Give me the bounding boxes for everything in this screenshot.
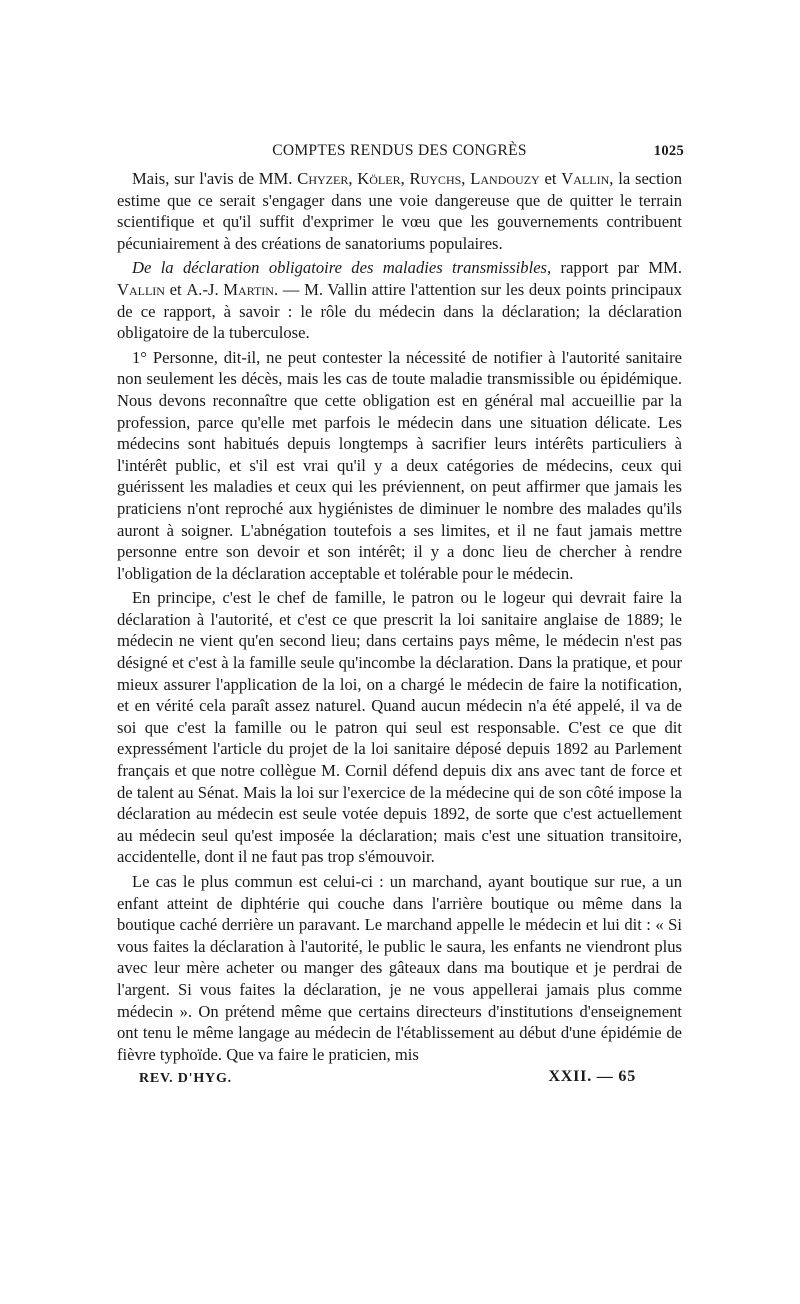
paragraph-principle: En principe, c'est le chef de famille, le patron ou le logeur qui devrait faire la déclaration à l'autorité, et c'est ce que prescrit la loi sanitaire anglaise de 1889; le médecin ne vient qu'en second lieu; dans certains pays même, le médecin n'est pas désigné et c'est à la famille seule qu'incombe la déclaration. Dans la pratique, et pour mieux assurer l'application de la loi, on a chargé le médecin de faire la notification, et en vérité cela paraît assez naturel. Quand aucun médecin n'a été appelé, il va de soi que c'est la famille ou le patron qui seul est responsable. C'est ce que dit expressément l'article du projet de la loi sanitaire déposé depuis 1892 au Parlement français et que notre collègue M. Cornil défend depuis dix ans avec tant de force et de talent au Sénat. Mais la loi sur l'exercice de la médecine qui de son côté impose la déclaration au médecin est seule votée depuis 1892, de sorte que c'est actuellement au médecin seul qu'est imposée la déclaration; mais c'est une situation transitoire, accidentelle, dont il ne faut pas trop s'émouvoir. — [117, 588, 682, 867]
volume-signature: XXII. — 65 — [548, 1068, 636, 1086]
report-title: De la déclaration obligatoire des maladies transmissibles — [132, 258, 548, 278]
author-vallin-2: Vallin — [117, 279, 165, 299]
page-footer — [117, 1069, 682, 1091]
article-body — [117, 168, 682, 1065]
paragraph-notification: 1° Personne, dit-il, ne peut contester la nécessité de notifier à l'autorité sanitaire non seulement les décès, mais les cas de toute maladie transmissible ou épidémique. Nous devons reconnaître que cette obligation est en général mal accueillie par la profession, parce qu'elle met parfois le médecin dans une situation délicate. Les médecins sont habitués depuis longtemps à sacrifier leurs intérêts particuliers à l'intérêt public, et s'il est vrai qu'il y a deux catégories de médecins, ceux qui guérissent les maladies et ceux qui les préviennent, on peut affirmer que jamais les praticiens n'ont reproché aux hygiénistes de diminuer le nombre des malades qu'ils auront à soigner. L'abnégation toutefois a ses limites, et il ne faut jamais mettre personne entre son devoir et son intérêt; il y a donc lieu de chercher à rendre l'obligation de la déclaration acceptable et tolérable pour le médecin. — [117, 347, 682, 583]
author-names: Chyzer, Köler, Ruychs, Landouzy — [297, 169, 540, 188]
paragraph-report-intro: De la déclaration obligatoire des maladies transmissibles, rapport par MM. Vallin et A.-J. Martin. — M. Vallin attire l'attention sur les deux points principaux de ce rapport, à savoir : le rôle du médecin dans la déclaration; la déclaration obligatoire de la tuberculose. — [117, 258, 683, 343]
paragraph-sanatoriums: Mais, sur l'avis de MM. Chyzer, Köler, Ruychs, Landouzy et Vallin, la section estime que ce serait s'engager dans une voie dangereuse que de quitter le terrain scientifique et qu'il suffit d'exprimer le vœu que les gouvernements contribuent pécuniairement à des créations de sanatoriums populaires. — [117, 169, 682, 253]
journal-abbrev: REV. D'HYG. — [139, 1071, 232, 1087]
page-number: 1025 — [653, 143, 684, 159]
journal-page — [117, 142, 682, 1091]
author-vallin: Vallin — [561, 169, 610, 188]
paragraph-common-case: Le cas le plus commun est celui-ci : un marchand, ayant boutique sur rue, a un enfant atteint de diphtérie qui couche dans l'arrière boutique ou même dans la boutique caché derrière un paravant. Le marchand appelle le médecin et lui dit : « Si vous faites la déclaration à l'autorité, le public le saura, les enfants ne viendront plus avec leur mère acheter ou manger des gâteaux dans ma boutique et je perdrai de l'argent. Si vous faites la déclaration, je ne vous appellerai jamais plus comme médecin ». On prétend même que certains directeurs d'institutions d'enseignement ont tenu le même langage au médecin de l'établissement au début d'une épidémie de fièvre typhoïde. Que va faire le praticien, mis — [117, 872, 682, 1064]
author-martin: A.-J. Martin — [186, 279, 274, 299]
page-header — [117, 142, 682, 168]
running-title: COMPTES RENDUS DES CONGRÈS — [272, 142, 527, 159]
